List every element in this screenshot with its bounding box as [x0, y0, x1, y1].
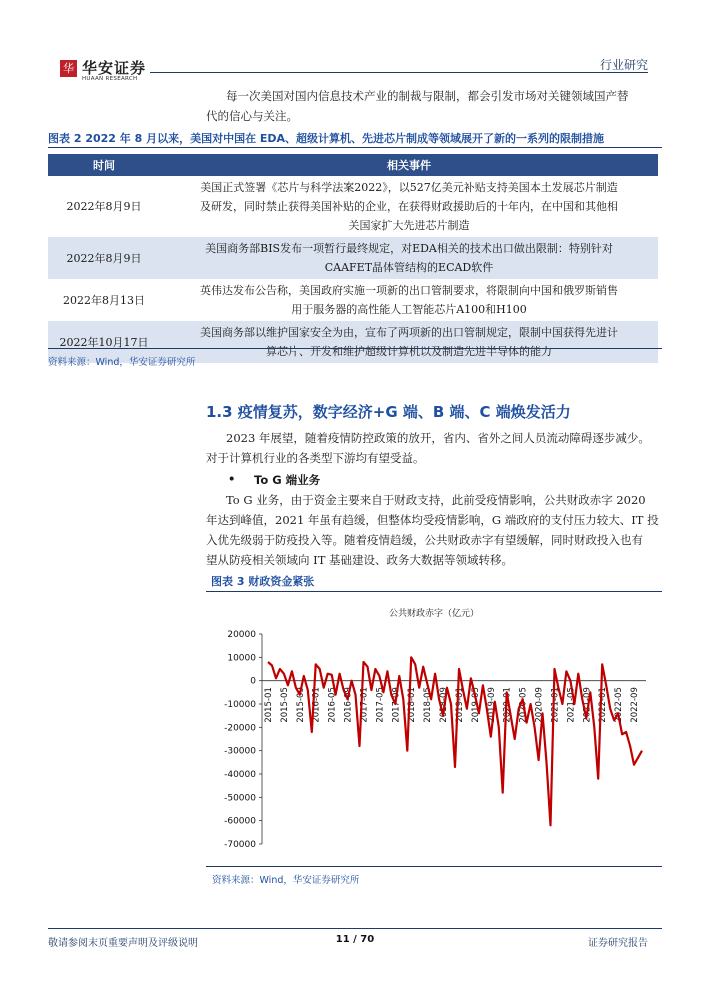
section-para-1-line-1: 2023 年展望，随着疫情防控政策的放开，省内、省外之间人员流动障碍逐步减少。 [226, 431, 650, 445]
figure-2-title: 图表 2 2022 年 8 月以来，美国对中国在 EDA、超级计算机、先进芯片制成等领域展开了新的一系列的限制措施 [48, 132, 605, 145]
bullet-mark: • [228, 472, 236, 486]
row-date: 2022年8月9日 [48, 237, 160, 279]
x-tick-label: 2019-01 [454, 687, 465, 723]
figure-3-rule [206, 591, 662, 592]
event-line: 美国正式签署《芯片与科学法案2022》，以527亿美元补贴支持美国本土发展芯片制造 [200, 181, 618, 194]
x-tick-label: 2020-09 [534, 687, 545, 723]
x-tick-label: 2016-01 [311, 687, 322, 723]
figure-2-bottom-rule [48, 348, 662, 349]
deficit-chart [206, 596, 662, 866]
event-line: 及研发，同时禁止获得美国补贴的企业，在获得财政援助后的十年内，在中国和其他相 [200, 200, 618, 213]
x-tick-label: 2018-05 [423, 687, 434, 723]
row-date: 2022年10月17日 [48, 321, 160, 363]
y-tick-label: -20000 [224, 723, 256, 734]
event-line: 关国家扩大先进芯片制造 [348, 219, 470, 232]
header-divider [150, 72, 648, 73]
footer-report-type: 证券研究报告 [588, 938, 648, 949]
x-tick-label: 2015-09 [295, 687, 306, 723]
x-tick-label: 2020-01 [502, 687, 513, 723]
x-tick-label: 2016-09 [343, 687, 354, 723]
events-table-wrap [48, 154, 658, 363]
y-tick-label: -50000 [224, 793, 256, 804]
event-line: 用于服务器的高性能人工智能芯片A100和H100 [291, 303, 527, 316]
brand-name: 华安证券 [82, 59, 147, 77]
section-para-2-line-2: 年达到峰值，2021 年虽有趋缓，但整体均受疫情影响，G 端政府的支付压力较大、IT 投 [206, 513, 659, 527]
row-date: 2022年8月9日 [66, 200, 142, 213]
table-header-row [48, 154, 658, 176]
footer-disclaimer: 敬请参阅末页重要声明及评级说明 [48, 938, 198, 949]
x-tick-label: 2018-09 [439, 687, 450, 723]
row-event [160, 321, 658, 363]
report-category: 行业研究 [599, 58, 648, 72]
section-para-2-line-4: 望从防疫相关领域向 IT 基础建设、政务大数据等领域转移。 [206, 553, 514, 567]
intro-line-2: 代的信心与关注。 [206, 109, 298, 123]
x-tick-label: 2015-05 [279, 687, 290, 723]
figure-2-source: 资料来源：Wind，华安证券研究所 [48, 357, 196, 368]
deficit-series-line [268, 657, 642, 825]
chart-title: 公共财政赤字（亿元） [388, 609, 480, 619]
x-tick-label: 2022-01 [598, 687, 609, 723]
footer-divider [48, 928, 662, 929]
brand-subtitle: HUAAN RESEARCH [82, 76, 138, 82]
event-line: 算芯片、开发和维护超级计算机以及制造先进半导体的能力 [266, 345, 552, 358]
y-tick-label: -40000 [224, 770, 256, 780]
row-date: 2022年8月13日 [63, 293, 145, 307]
table-row [48, 237, 658, 279]
x-tick-label: 2021-05 [566, 687, 577, 723]
page-number: 11 / 70 [335, 934, 375, 945]
x-tick-label: 2015-01 [264, 687, 274, 723]
event-line: 美国商务部BIS发布一项暂行最终规定，对EDA相关的技术出口做出限制：特别针对 [205, 242, 613, 255]
row-event [160, 237, 658, 279]
x-tick-label: 2019-05 [470, 687, 481, 723]
x-tick-label: 2022-09 [630, 687, 641, 723]
event-line: CAAFET晶体管结构的ECAD软件 [324, 261, 494, 274]
column-header-event: 相关事件 [160, 154, 658, 176]
row-event [160, 279, 658, 321]
x-tick-label: 2018-01 [407, 687, 418, 723]
x-tick-label: 2019-09 [486, 687, 497, 723]
x-tick-label: 2016-05 [327, 687, 338, 723]
x-tick-label: 2021-01 [550, 687, 561, 723]
y-tick-label: 10000 [227, 653, 256, 664]
figure-3-title: 图表 3 财政资金紧张 [211, 575, 315, 588]
intro-line-1: 每一次美国对国内信息技术产业的制裁与限制，都会引发市场对关键领域国产替 [226, 89, 629, 103]
y-tick-label: 0 [250, 676, 256, 687]
event-line: 美国商务部以维护国家安全为由，宣布了两项新的出口管制规定，限制中国获得先进计 [200, 326, 618, 339]
x-tick-label: 2017-01 [359, 687, 370, 723]
figure-3-source: 资料来源：Wind，华安证券研究所 [212, 875, 360, 886]
brand-logo-mark: 华 [60, 60, 77, 77]
events-table [48, 154, 658, 363]
x-tick-label: 2022-05 [614, 687, 625, 723]
table-row [48, 279, 658, 321]
column-header-time: 时间 [48, 154, 160, 176]
x-tick-label: 2017-05 [375, 687, 386, 723]
section-para-2-line-3: 入优先级弱于防疫投入等。随着疫情趋缓，公共财政赤字有望缓解，同时财政投入也有 [206, 533, 643, 547]
x-tick-label: 2020-05 [518, 687, 529, 723]
x-tick-label: 2017-09 [391, 687, 402, 723]
section-title: 1.3 疫情复苏，数字经济+G 端、B 端、C 端焕发活力 [206, 403, 571, 421]
figure-3-bottom-rule [206, 866, 662, 867]
y-tick-label: -30000 [224, 746, 256, 757]
y-axis [224, 630, 262, 850]
y-tick-label: -70000 [224, 840, 256, 850]
y-tick-label: 20000 [227, 630, 256, 640]
y-tick-label: -10000 [224, 700, 256, 710]
section-para-2-line-1: To G 业务，由于资金主要来自于财政支持，此前受疫情影响，公共财政赤字 2020 [226, 493, 646, 507]
bullet-heading: To G 端业务 [254, 473, 321, 487]
event-line: 英伟达发布公告称，美国政府实施一项新的出口管制要求，将限制向中国和俄罗斯销售 [200, 284, 618, 297]
x-tick-label: 2021-09 [582, 687, 593, 723]
y-tick-label: -60000 [224, 816, 256, 827]
row-event [160, 176, 658, 237]
figure-2-rule [48, 147, 662, 148]
table-row [48, 176, 658, 237]
section-para-1-line-2: 对于计算机行业的各类型下游均有望受益。 [206, 451, 425, 465]
